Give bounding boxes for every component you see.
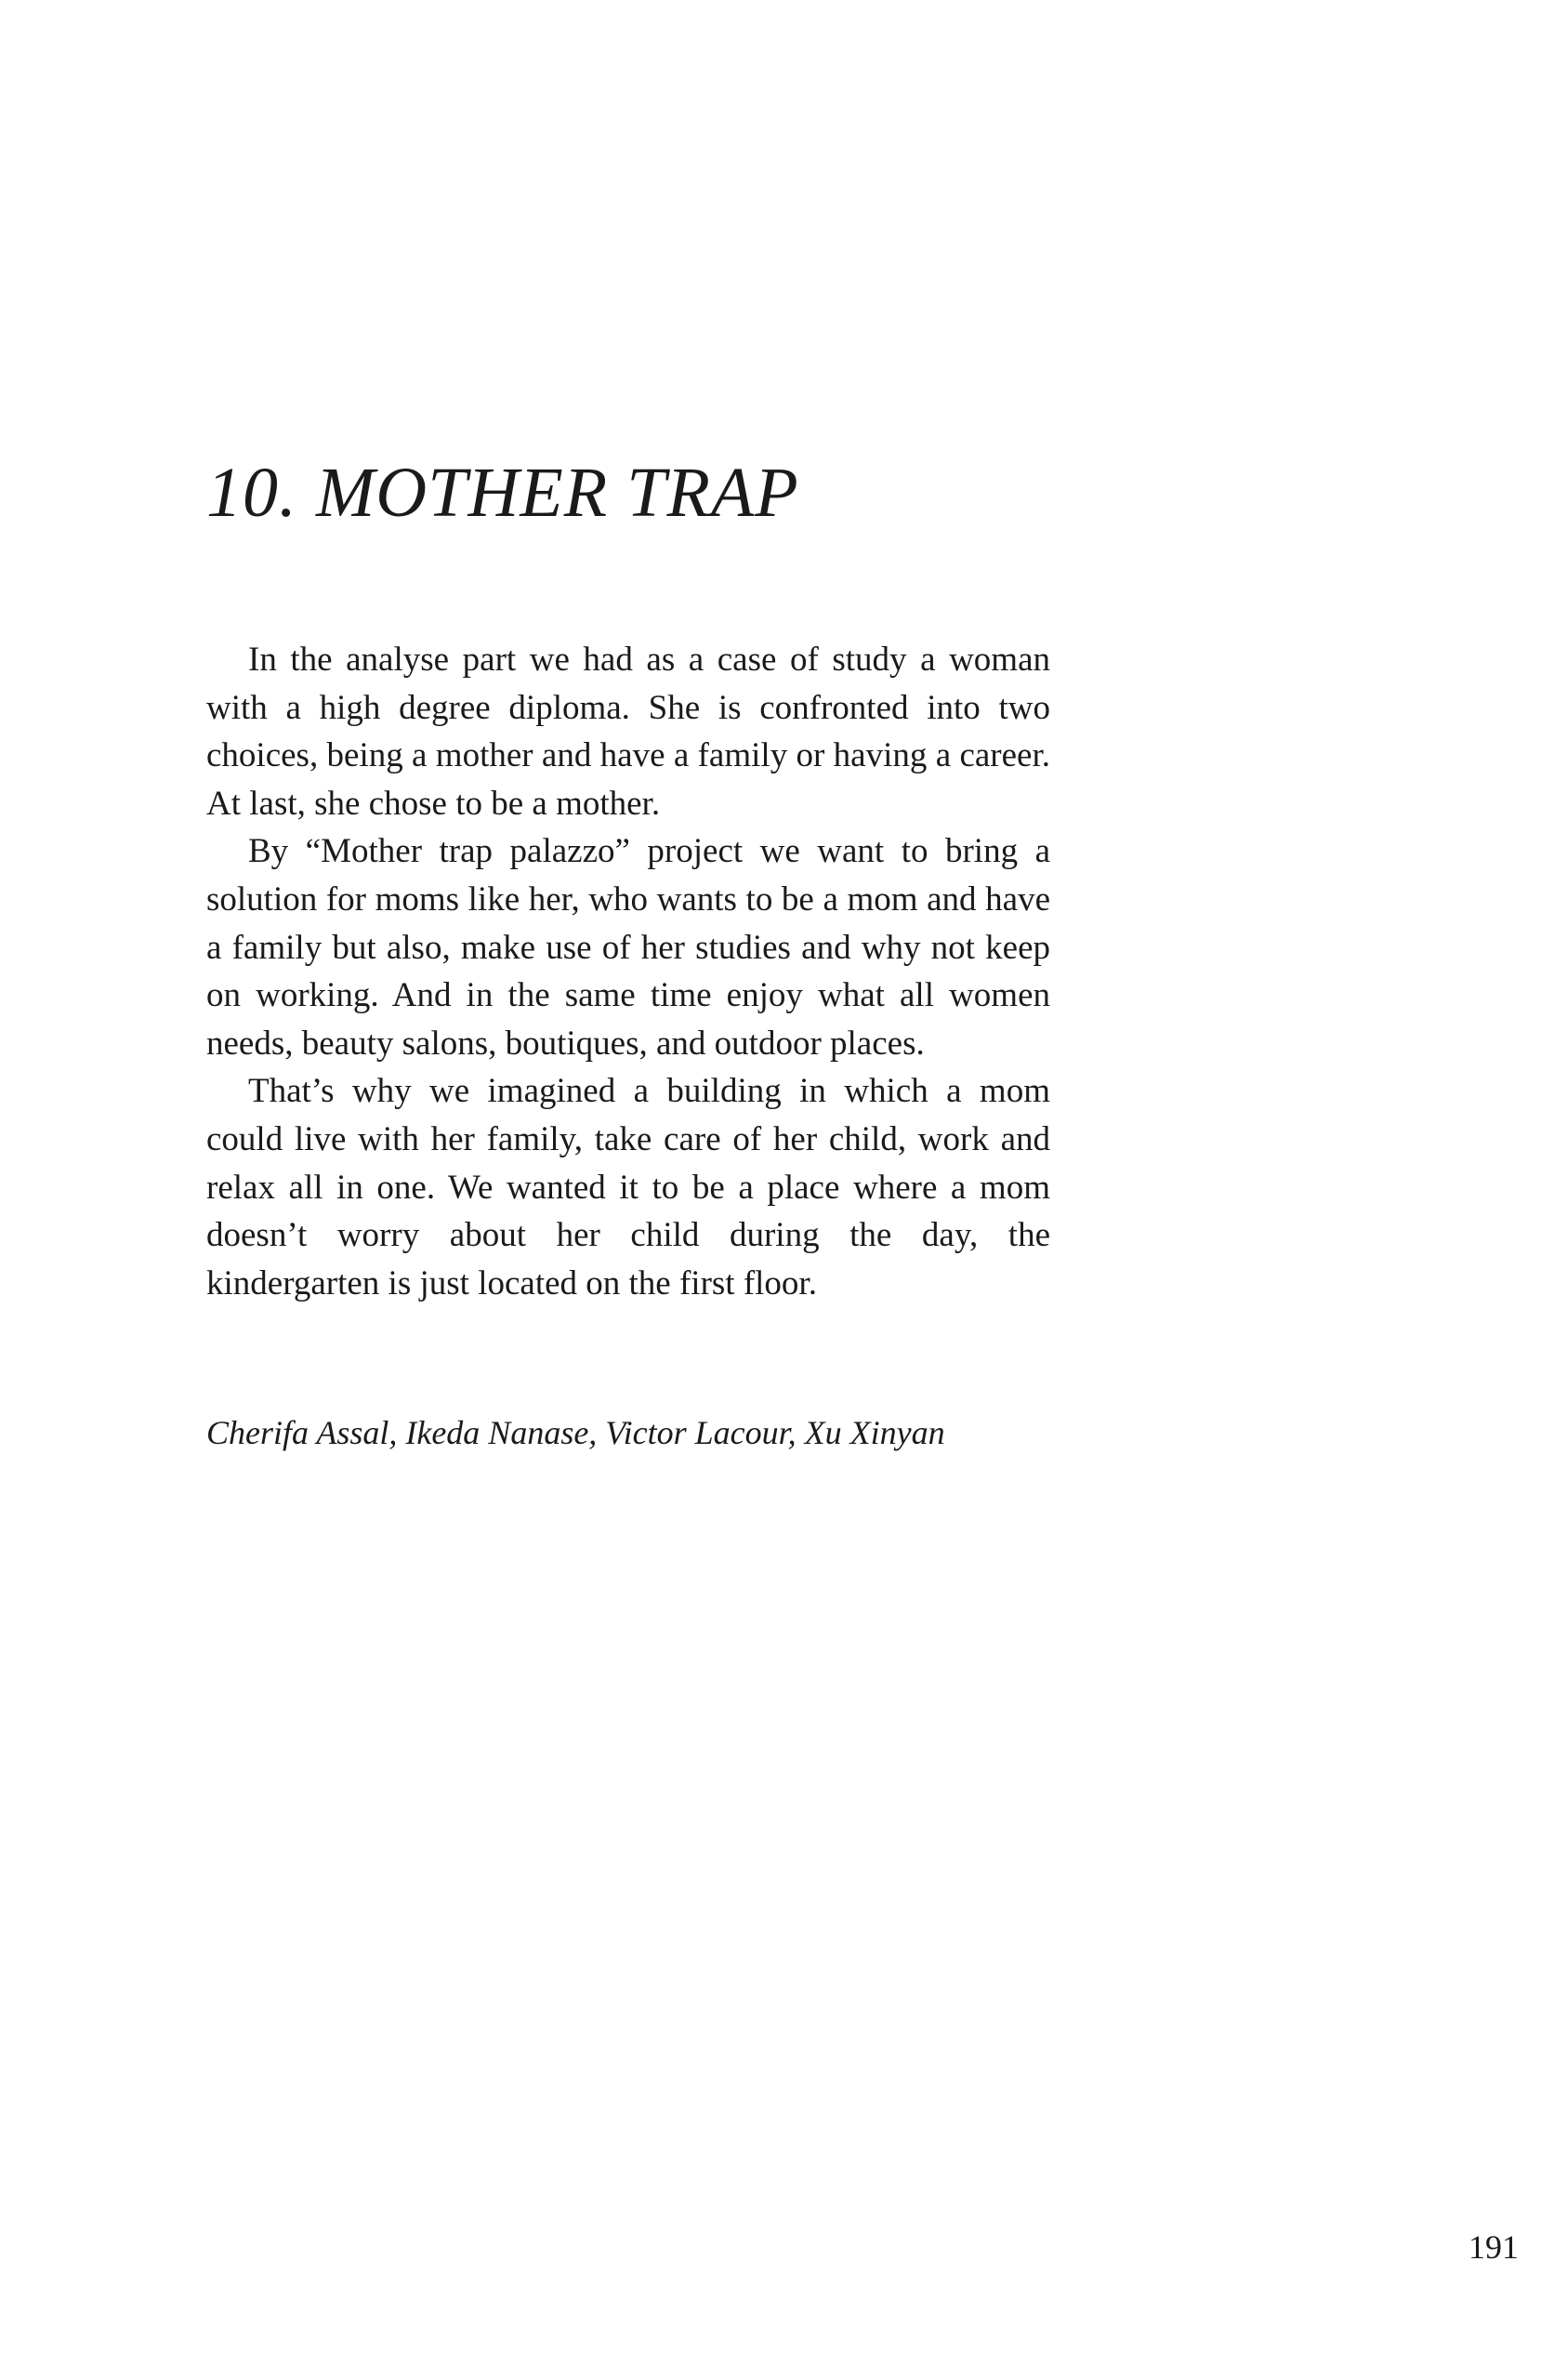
page-number: 191	[1468, 2228, 1519, 2266]
authors-credit: Cherifa Assal, Ikeda Nanase, Victor Lacour, Xu Xinyan	[206, 1414, 945, 1451]
body-text	[206, 636, 1050, 1307]
paragraph-1: In the analyse part we had as a case of study a woman with a high degree diploma. She is confronted into two choices, being a mother and have a family or having a career. At last, she chose to be a mother.	[206, 641, 1050, 823]
chapter-title: 10. MOTHER TRAP	[206, 454, 799, 532]
paragraph-2: By “Mother trap palazzo” project we want to bring a solution for moms like her, who wants to be a mom and have a family but also, make use of her studies and why not keep on working. And in the same time enjoy what all women needs, beauty salons, boutiques, and outdoor places.	[206, 832, 1050, 1063]
paragraph-3: That’s why we imagined a building in which a mom could live with her family, take care of her child, work and relax all in one. We wanted it to be a place where a mom doesn’t worry about her child during the day, the kindergarten is just located on the first floor.	[206, 1072, 1050, 1302]
